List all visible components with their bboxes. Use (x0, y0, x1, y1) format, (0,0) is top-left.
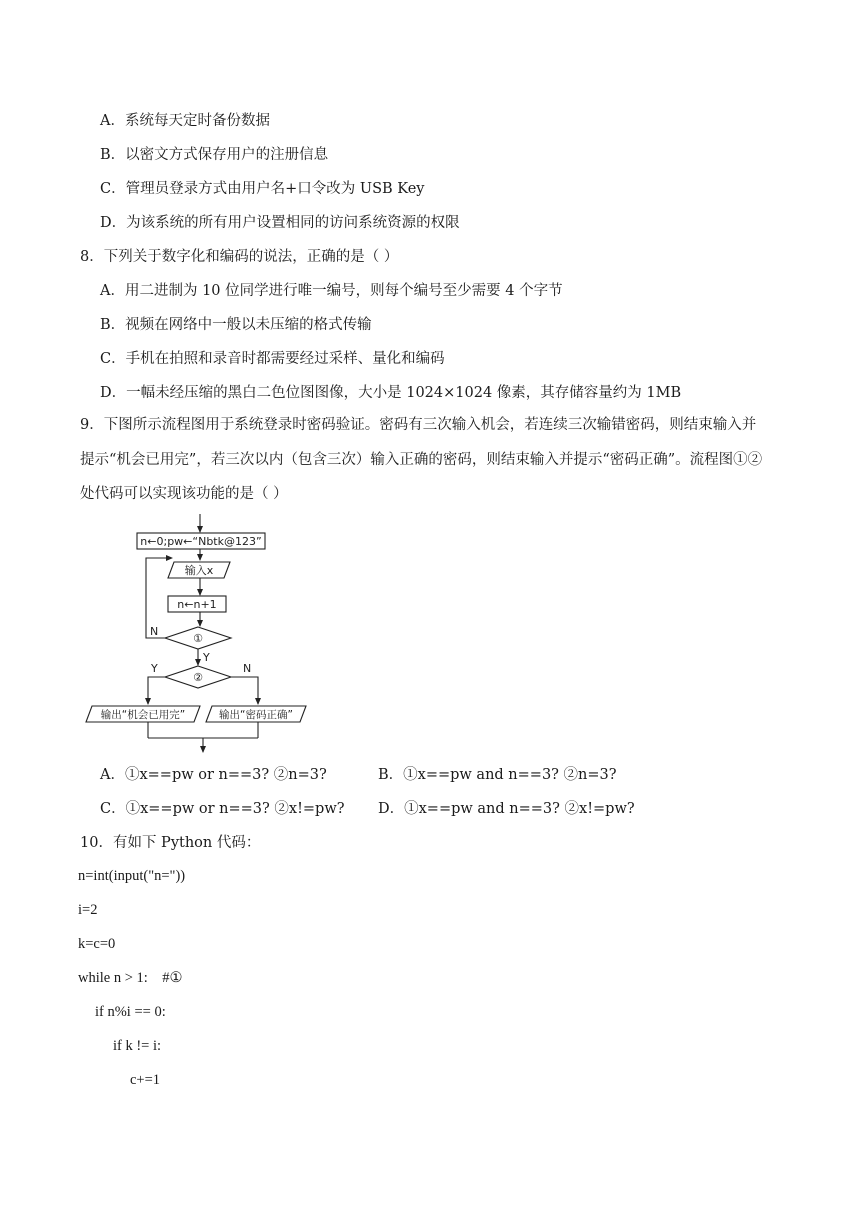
q8-option-c: C．手机在拍照和录音时都需要经过采样、量化和编码 (100, 351, 445, 367)
code-line-7: c+=1 (130, 1072, 161, 1088)
code-line-1: n=int(input("n=")) (78, 868, 186, 884)
flowchart-yes-label-2: Y (151, 662, 158, 675)
q9-stem-line-2: 提示“机会已用完”，若三次以内（包含三次）输入正确的密码，则结束输入并提示“密码正确”。流程图①② (80, 452, 763, 468)
q8-option-d: D．一幅未经压缩的黑白二色位图图像，大小是 1024×1024 像素，其存储容量约为 1MB (100, 385, 682, 401)
flowchart-output-right-label: 输出“密码正确” (219, 709, 293, 721)
q7-option-d: D．为该系统的所有用户设置相同的访问系统资源的权限 (100, 215, 460, 231)
flowchart-increment-label: n←n+1 (177, 598, 217, 611)
flowchart-decision-2-label: ② (193, 671, 203, 684)
flowchart-no-label-1: N (150, 625, 159, 638)
code-line-3: k=c=0 (78, 936, 116, 952)
flowchart-input-label: 输入x (184, 564, 214, 577)
q8-option-a: A．用二进制为 10 位同学进行唯一编号，则每个编号至少需要 4 个字节 (100, 283, 563, 299)
q9-option-a: A．①x==pw or n==3? ②n=3? (100, 767, 327, 783)
q9-stem-line-3: 处代码可以实现该功能的是（ ） (80, 486, 288, 502)
q7-option-a: A．系统每天定时备份数据 (100, 113, 270, 129)
q8-option-b: B．视频在网络中一般以未压缩的格式传输 (100, 317, 372, 333)
code-line-4: while n > 1: #① (78, 970, 183, 986)
flowchart-init-label: n←0;pw←“Nbtk@123” (140, 535, 262, 548)
q9-stem-line-1: 9．下图所示流程图用于系统登录时密码验证。密码有三次输入机会，若连续三次输错密码，则结束输入并 (80, 417, 757, 433)
q9-options-row-1 (100, 765, 800, 785)
q10-stem: 10．有如下 Python 代码： (80, 835, 261, 851)
flowchart-decision-1-label: ① (193, 632, 203, 645)
code-line-6: if k != i: (113, 1038, 162, 1054)
flowchart-yes-label-1: Y (203, 651, 210, 664)
q9-option-b: B．①x==pw and n==3? ②n=3? (378, 767, 617, 783)
q7-option-b: B．以密文方式保存用户的注册信息 (100, 147, 329, 163)
flowchart-output-left-label: 输出“机会已用完” (100, 709, 186, 721)
q9-option-c: C．①x==pw or n==3? ②x!=pw? (100, 801, 345, 817)
q9-options-row-2 (100, 799, 800, 819)
q7-option-c: C．管理员登录方式由用户名+口令改为 USB Key (100, 181, 425, 197)
q9-option-d: D．①x==pw and n==3? ②x!=pw? (378, 801, 635, 817)
code-line-5: if n%i == 0: (95, 1004, 166, 1020)
q8-stem: 8．下列关于数字化和编码的说法，正确的是（ ） (80, 249, 399, 265)
code-line-2: i=2 (78, 902, 98, 918)
flowchart-no-label-2: N (243, 662, 252, 675)
